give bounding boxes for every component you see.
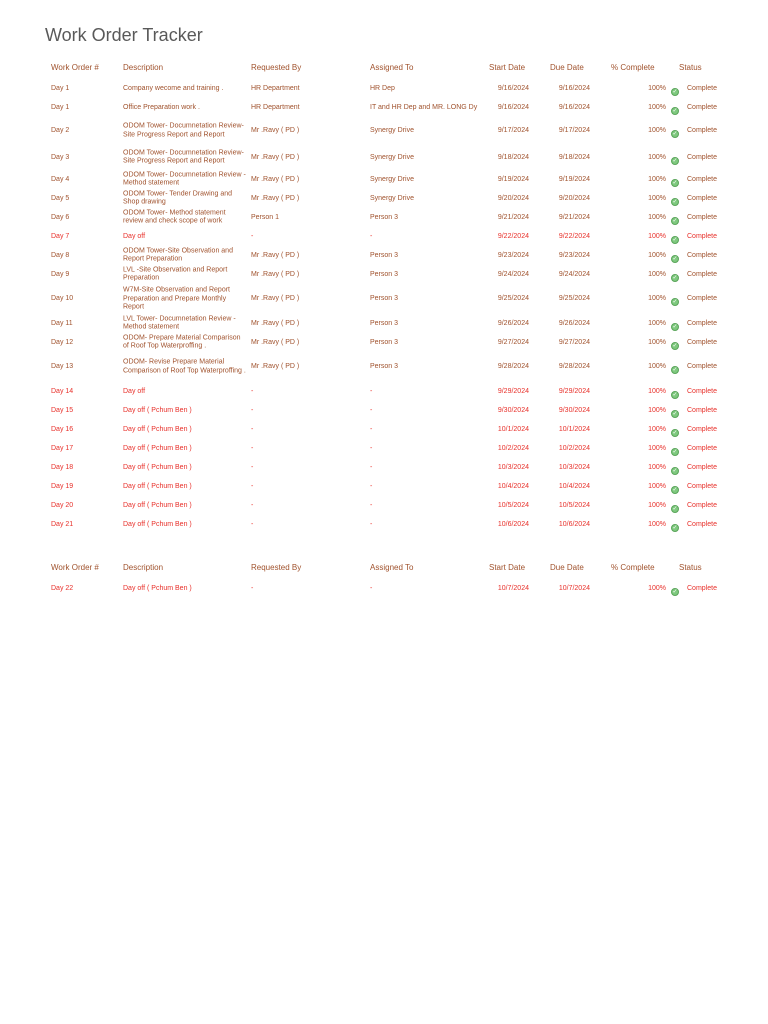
table-row [51, 401, 741, 420]
requested-by-cell: - [251, 444, 254, 452]
table-row [51, 477, 741, 496]
check-circle-icon: ✓ [672, 274, 678, 281]
percent-complete-cell: 100% [648, 520, 666, 528]
status-cell: Complete [687, 520, 717, 528]
check-circle-icon: ✓ [672, 107, 678, 114]
start-date-cell: 9/16/2024 [497, 84, 529, 92]
start-date-cell: 9/27/2024 [497, 338, 529, 346]
status-cell: Complete [687, 213, 717, 221]
work-order-cell: Day 5 [51, 194, 70, 202]
assigned-to-cell: Person 3 [370, 213, 399, 221]
check-circle-icon: ✓ [672, 131, 678, 137]
table-row [51, 314, 741, 333]
status-cell: Complete [687, 194, 717, 202]
work-order-cell: Day 17 [51, 444, 74, 452]
due-date-cell: 9/16/2024 [558, 84, 590, 92]
start-date-cell: 10/7/2024 [497, 584, 529, 592]
requested-by-cell: Mr .Ravy ( PD ) [251, 194, 300, 202]
work-order-cell: Day 18 [51, 463, 74, 471]
status-cell: Complete [687, 294, 717, 302]
start-date-cell: 10/1/2024 [497, 425, 529, 433]
description-cell: Day off ( Pchum Ben ) [123, 501, 192, 509]
description-cell: Day off [123, 232, 146, 240]
table-row [51, 352, 741, 382]
work-order-cell: Day 1 [51, 103, 70, 111]
description-cell: Day off ( Pchum Ben ) [123, 463, 192, 471]
start-date-cell: 9/30/2024 [497, 406, 529, 414]
work-order-cell: Day 13 [51, 362, 74, 370]
work-order-cell: Day 1 [51, 84, 70, 92]
percent-complete-cell: 100% [648, 270, 666, 278]
due-date-cell: 10/4/2024 [558, 482, 590, 490]
start-date-cell: 9/28/2024 [497, 362, 529, 370]
assigned-to-cell: Person 3 [370, 251, 399, 259]
header-requested-by: Requested By [251, 63, 302, 72]
description-cell: ODOM Tower- Documnetation Review- Site Progress Report and Report [123, 122, 244, 138]
status-cell: Complete [687, 338, 717, 346]
start-date-cell: 10/3/2024 [497, 463, 529, 471]
percent-complete-cell: 100% [648, 213, 666, 221]
work-order-cell: Day 8 [51, 251, 70, 259]
status-cell: Complete [687, 362, 717, 370]
work-order-cell: Day 6 [51, 213, 70, 221]
header-status: Status [679, 563, 702, 572]
description-cell: W7M-Site Observation and Report Preparation and Prepare Monthly Report [123, 286, 230, 311]
start-date-cell: 10/5/2024 [497, 501, 529, 509]
header-percent-complete: % Complete [611, 63, 655, 72]
requested-by-cell: - [251, 387, 254, 395]
table-row [51, 284, 741, 314]
percent-complete-cell: 100% [648, 362, 666, 370]
header-percent-complete: % Complete [611, 563, 655, 572]
description-cell: ODOM Tower- Tender Drawing and Shop drawing [123, 190, 233, 206]
status-cell: Complete [687, 463, 717, 471]
start-date-cell: 9/17/2024 [497, 126, 529, 134]
requested-by-cell: Mr .Ravy ( PD ) [251, 338, 300, 346]
work-order-cell: Day 16 [51, 425, 74, 433]
assigned-to-cell: Synergy Drive [370, 175, 414, 183]
assigned-to-cell: Person 3 [370, 270, 399, 278]
header-requested-by: Requested By [251, 563, 302, 572]
due-date-cell: 9/21/2024 [558, 213, 590, 221]
header-due-date: Due Date [550, 563, 584, 572]
due-date-cell: 10/6/2024 [558, 520, 590, 528]
start-date-cell: 9/25/2024 [497, 294, 529, 302]
header-status: Status [679, 63, 702, 72]
start-date-cell: 9/22/2024 [497, 232, 529, 240]
header-work-order: Work Order # [51, 563, 99, 572]
requested-by-cell: - [251, 232, 254, 240]
work-order-cell: Day 2 [51, 126, 70, 134]
header-start-date: Start Date [489, 63, 526, 72]
table-body [51, 79, 741, 534]
table-row [51, 208, 741, 227]
due-date-cell: 9/27/2024 [558, 338, 590, 346]
start-date-cell: 10/2/2024 [497, 444, 529, 452]
assigned-to-cell: - [370, 482, 373, 490]
percent-complete-cell: 100% [648, 444, 666, 452]
due-date-cell: 9/29/2024 [558, 387, 590, 395]
check-circle-icon: ✓ [672, 179, 678, 186]
table-row [51, 189, 741, 208]
assigned-to-cell: Synergy Drive [370, 153, 414, 161]
assigned-to-cell: - [370, 501, 373, 509]
check-circle-icon: ✓ [672, 505, 678, 512]
start-date-cell: 9/24/2024 [497, 270, 529, 278]
description-cell: Day off ( Pchum Ben ) [123, 520, 192, 528]
requested-by-cell: HR Department [251, 84, 300, 92]
requested-by-cell: Mr .Ravy ( PD ) [251, 175, 300, 183]
status-cell: Complete [687, 126, 717, 134]
requested-by-cell: - [251, 520, 254, 528]
description-cell: Day off ( Pchum Ben ) [123, 482, 192, 490]
start-date-cell: 9/20/2024 [497, 194, 529, 202]
check-circle-icon: ✓ [672, 342, 678, 349]
start-date-cell: 9/16/2024 [497, 103, 529, 111]
status-cell: Complete [687, 175, 717, 183]
description-cell: ODOM Tower- Method statement review and check scope of work [123, 209, 226, 225]
work-order-cell: Day 10 [51, 294, 74, 302]
check-circle-icon: ✓ [672, 367, 678, 373]
start-date-cell: 10/6/2024 [497, 520, 529, 528]
due-date-cell: 10/7/2024 [558, 584, 590, 592]
table-row [51, 117, 741, 145]
description-cell: Day off ( Pchum Ben ) [123, 444, 192, 452]
table-row [51, 227, 741, 246]
percent-complete-cell: 100% [648, 425, 666, 433]
requested-by-cell: Mr .Ravy ( PD ) [251, 294, 300, 302]
table-header [51, 59, 741, 79]
work-order-cell: Day 20 [51, 501, 74, 509]
requested-by-cell: - [251, 425, 254, 433]
requested-by-cell: Mr .Ravy ( PD ) [251, 270, 300, 278]
header-description: Description [123, 63, 164, 72]
status-cell: Complete [687, 406, 717, 414]
start-date-cell: 9/19/2024 [497, 175, 529, 183]
description-cell: Day off ( Pchum Ben ) [123, 425, 192, 433]
check-circle-icon: ✓ [672, 88, 678, 95]
assigned-to-cell: Person 3 [370, 338, 399, 346]
due-date-cell: 10/5/2024 [558, 501, 590, 509]
table-header [51, 559, 741, 579]
assigned-to-cell: Synergy Drive [370, 194, 414, 202]
work-order-cell: Day 9 [51, 270, 70, 278]
table-row [51, 265, 741, 284]
status-cell: Complete [687, 84, 717, 92]
work-order-cell: Day 22 [51, 584, 74, 592]
work-order-cell: Day 4 [51, 175, 70, 183]
table-row [51, 98, 741, 117]
due-date-cell: 9/23/2024 [558, 251, 590, 259]
due-date-cell: 9/25/2024 [558, 294, 590, 302]
description-cell: ODOM- Revise Prepare Material Comparison of Roof Top Waterproffing . [123, 358, 246, 374]
status-cell: Complete [687, 153, 717, 161]
requested-by-cell: - [251, 501, 254, 509]
start-date-cell: 9/18/2024 [497, 153, 529, 161]
requested-by-cell: Mr .Ravy ( PD ) [251, 153, 300, 161]
due-date-cell: 9/30/2024 [558, 406, 590, 414]
header-assigned-to: Assigned To [370, 563, 414, 572]
work-order-cell: Day 12 [51, 338, 74, 346]
start-date-cell: 9/29/2024 [497, 387, 529, 395]
percent-complete-cell: 100% [648, 194, 666, 202]
due-date-cell: 9/16/2024 [558, 103, 590, 111]
status-cell: Complete [687, 319, 717, 327]
due-date-cell: 10/1/2024 [558, 425, 590, 433]
table-row [51, 515, 741, 534]
assigned-to-cell: - [370, 425, 373, 433]
work-order-cell: Day 3 [51, 153, 70, 161]
work-order-cell: Day 7 [51, 232, 70, 240]
percent-complete-cell: 100% [648, 338, 666, 346]
percent-complete-cell: 100% [648, 153, 666, 161]
table-row [51, 145, 741, 170]
assigned-to-cell: - [370, 406, 373, 414]
table-row [51, 458, 741, 477]
requested-by-cell: - [251, 463, 254, 471]
description-cell: ODOM Tower- Documnetation Review - Method statement [123, 171, 246, 187]
check-circle-icon: ✓ [672, 448, 678, 455]
due-date-cell: 10/3/2024 [558, 463, 590, 471]
requested-by-cell: Person 1 [251, 213, 280, 221]
check-circle-icon: ✓ [672, 299, 678, 305]
status-cell: Complete [687, 425, 717, 433]
check-circle-icon: ✓ [672, 486, 678, 493]
due-date-cell: 9/24/2024 [558, 270, 590, 278]
check-circle-icon: ✓ [672, 429, 678, 436]
percent-complete-cell: 100% [648, 584, 666, 592]
description-cell: LVL -Site Observation and Report Preparation [123, 266, 228, 282]
status-cell: Complete [687, 482, 717, 490]
requested-by-cell: - [251, 482, 254, 490]
percent-complete-cell: 100% [648, 175, 666, 183]
table-row [51, 170, 741, 189]
assigned-to-cell: - [370, 232, 373, 240]
due-date-cell: 9/20/2024 [558, 194, 590, 202]
check-circle-icon: ✓ [672, 255, 678, 262]
percent-complete-cell: 100% [648, 463, 666, 471]
due-date-cell: 9/19/2024 [558, 175, 590, 183]
percent-complete-cell: 100% [648, 387, 666, 395]
table-row [51, 79, 741, 98]
work-order-table [51, 59, 741, 534]
work-order-cell: Day 15 [51, 406, 74, 414]
percent-complete-cell: 100% [648, 126, 666, 134]
table-row [51, 439, 741, 458]
assigned-to-cell: - [370, 387, 373, 395]
percent-complete-cell: 100% [648, 232, 666, 240]
start-date-cell: 9/23/2024 [497, 251, 529, 259]
header-start-date: Start Date [489, 563, 526, 572]
assigned-to-cell: IT and HR Dep and MR. LONG Dy [370, 103, 478, 111]
assigned-to-cell: - [370, 463, 373, 471]
check-circle-icon: ✓ [672, 236, 678, 243]
status-cell: Complete [687, 501, 717, 509]
percent-complete-cell: 100% [648, 103, 666, 111]
table-row [51, 496, 741, 515]
description-cell: ODOM- Prepare Material Comparison of Roof Top Waterproffing . [123, 334, 241, 350]
description-cell: Day off [123, 387, 146, 395]
table-body [51, 579, 741, 599]
header-description: Description [123, 563, 164, 572]
percent-complete-cell: 100% [648, 406, 666, 414]
due-date-cell: 9/18/2024 [558, 153, 590, 161]
due-date-cell: 9/22/2024 [558, 232, 590, 240]
status-cell: Complete [687, 251, 717, 259]
header-work-order: Work Order # [51, 63, 99, 72]
description-cell: ODOM Tower-Site Observation and Report Preparation [123, 247, 233, 263]
table-row [51, 420, 741, 439]
status-cell: Complete [687, 444, 717, 452]
assigned-to-cell: Person 3 [370, 362, 399, 370]
due-date-cell: 10/2/2024 [558, 444, 590, 452]
table-row [51, 579, 741, 599]
table-row [51, 333, 741, 352]
assigned-to-cell: - [370, 584, 373, 592]
assigned-to-cell: Person 3 [370, 319, 399, 327]
description-cell: Company wecome and training . [123, 84, 224, 92]
description-cell: Day off ( Pchum Ben ) [123, 406, 192, 414]
status-cell: Complete [687, 387, 717, 395]
due-date-cell: 9/26/2024 [558, 319, 590, 327]
percent-complete-cell: 100% [648, 294, 666, 302]
description-cell: Office Preparation work . [123, 103, 200, 111]
requested-by-cell: Mr .Ravy ( PD ) [251, 126, 300, 134]
table-row [51, 382, 741, 401]
page-title: Work Order Tracker [45, 25, 203, 45]
check-circle-icon: ✓ [672, 589, 678, 595]
header-assigned-to: Assigned To [370, 63, 414, 72]
requested-by-cell: Mr .Ravy ( PD ) [251, 362, 300, 370]
due-date-cell: 9/17/2024 [558, 126, 590, 134]
check-circle-icon: ✓ [672, 198, 678, 205]
requested-by-cell: - [251, 406, 254, 414]
requested-by-cell: Mr .Ravy ( PD ) [251, 251, 300, 259]
work-order-cell: Day 14 [51, 387, 74, 395]
description-cell: LVL Tower- Documnetation Review - Method statement [123, 315, 236, 331]
check-circle-icon: ✓ [672, 217, 678, 224]
status-cell: Complete [687, 584, 717, 592]
status-cell: Complete [687, 270, 717, 278]
due-date-cell: 9/28/2024 [558, 362, 590, 370]
check-circle-icon: ✓ [672, 467, 678, 474]
check-circle-icon: ✓ [672, 391, 678, 398]
percent-complete-cell: 100% [648, 251, 666, 259]
work-order-cell: Day 19 [51, 482, 74, 490]
start-date-cell: 9/21/2024 [497, 213, 529, 221]
start-date-cell: 9/26/2024 [497, 319, 529, 327]
assigned-to-cell: Person 3 [370, 294, 399, 302]
work-order-cell: Day 21 [51, 520, 74, 528]
work-order-table-2 [51, 559, 741, 599]
requested-by-cell: - [251, 584, 254, 592]
header-due-date: Due Date [550, 63, 584, 72]
percent-complete-cell: 100% [648, 482, 666, 490]
status-cell: Complete [687, 103, 717, 111]
requested-by-cell: HR Department [251, 103, 300, 111]
percent-complete-cell: 100% [648, 501, 666, 509]
table-row [51, 246, 741, 265]
assigned-to-cell: HR Dep [370, 84, 395, 92]
percent-complete-cell: 100% [648, 319, 666, 327]
assigned-to-cell: - [370, 444, 373, 452]
percent-complete-cell: 100% [648, 84, 666, 92]
check-circle-icon: ✓ [672, 157, 678, 164]
check-circle-icon: ✓ [672, 524, 678, 531]
assigned-to-cell: Synergy Drive [370, 126, 414, 134]
work-order-cell: Day 11 [51, 319, 73, 327]
start-date-cell: 10/4/2024 [497, 482, 529, 490]
check-circle-icon: ✓ [672, 410, 678, 417]
description-cell: Day off ( Pchum Ben ) [123, 584, 192, 592]
check-circle-icon: ✓ [672, 323, 678, 330]
status-cell: Complete [687, 232, 717, 240]
assigned-to-cell: - [370, 520, 373, 528]
requested-by-cell: Mr .Ravy ( PD ) [251, 319, 300, 327]
description-cell: ODOM Tower- Documnetation Review- Site Progress Report and Report [123, 149, 244, 165]
